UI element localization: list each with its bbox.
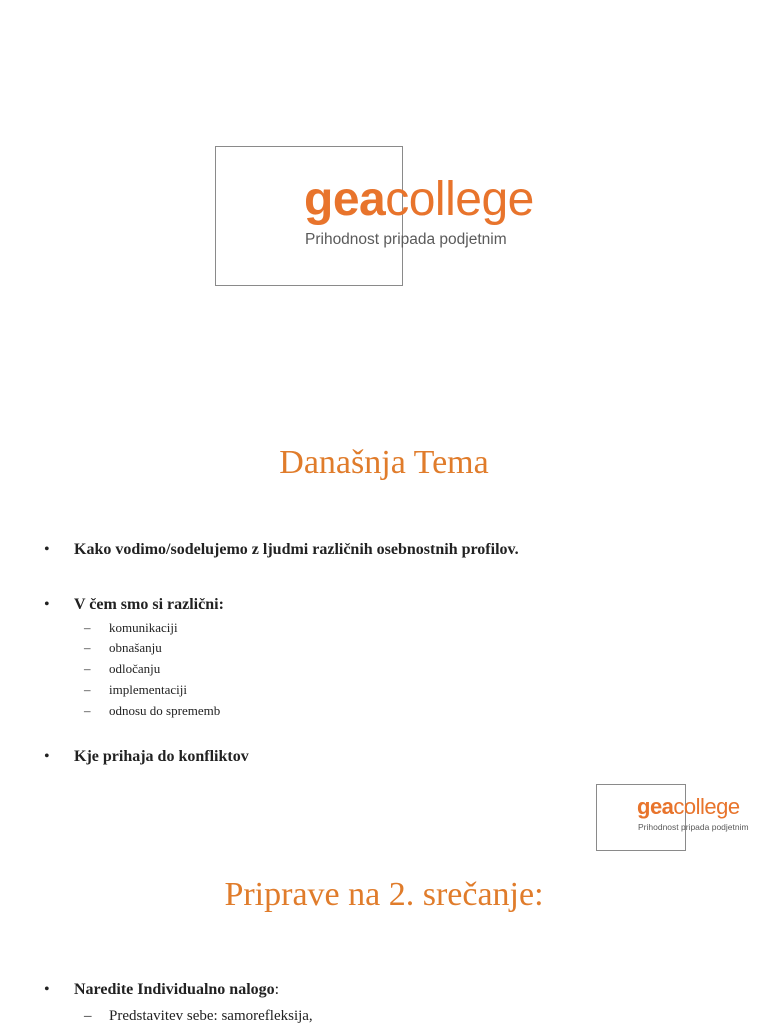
bullet-item: • V čem smo si različni: (44, 596, 224, 613)
slide-title: Današnja Tema (279, 444, 489, 481)
slide-title: Priprave na 2. srečanje: (224, 876, 544, 913)
bullet-item: • Naredite Individualno nalogo: (44, 981, 280, 998)
bullet-symbol: • (44, 596, 50, 613)
sub-item: – Predstavitev sebe: samorefleksija, (84, 1008, 313, 1024)
sub-item: – implementaciji (84, 682, 187, 697)
sub-item: – odnosu do sprememb (84, 703, 221, 718)
logo-tagline: Prihodnost pripada podjetnim (638, 822, 749, 832)
logo-tagline: Prihodnost pripada podjetnim (305, 231, 507, 248)
gea-college-logo: geacollege (304, 173, 534, 226)
bullet-symbol: • (44, 981, 50, 998)
bullet-item: • Kako vodimo/sodelujemo z ljudmi različnih osebnostnih profilov. (44, 541, 519, 558)
gea-college-logo: geacollege (637, 794, 740, 819)
sub-item: – obnašanju (84, 640, 162, 655)
sub-item: – odločanju (84, 661, 161, 676)
bullet-item: • Kje prihaja do konfliktov (44, 748, 249, 765)
bullet-symbol: • (44, 541, 50, 558)
bullet-symbol: • (44, 748, 50, 765)
sub-item: – komunikaciji (84, 620, 178, 635)
